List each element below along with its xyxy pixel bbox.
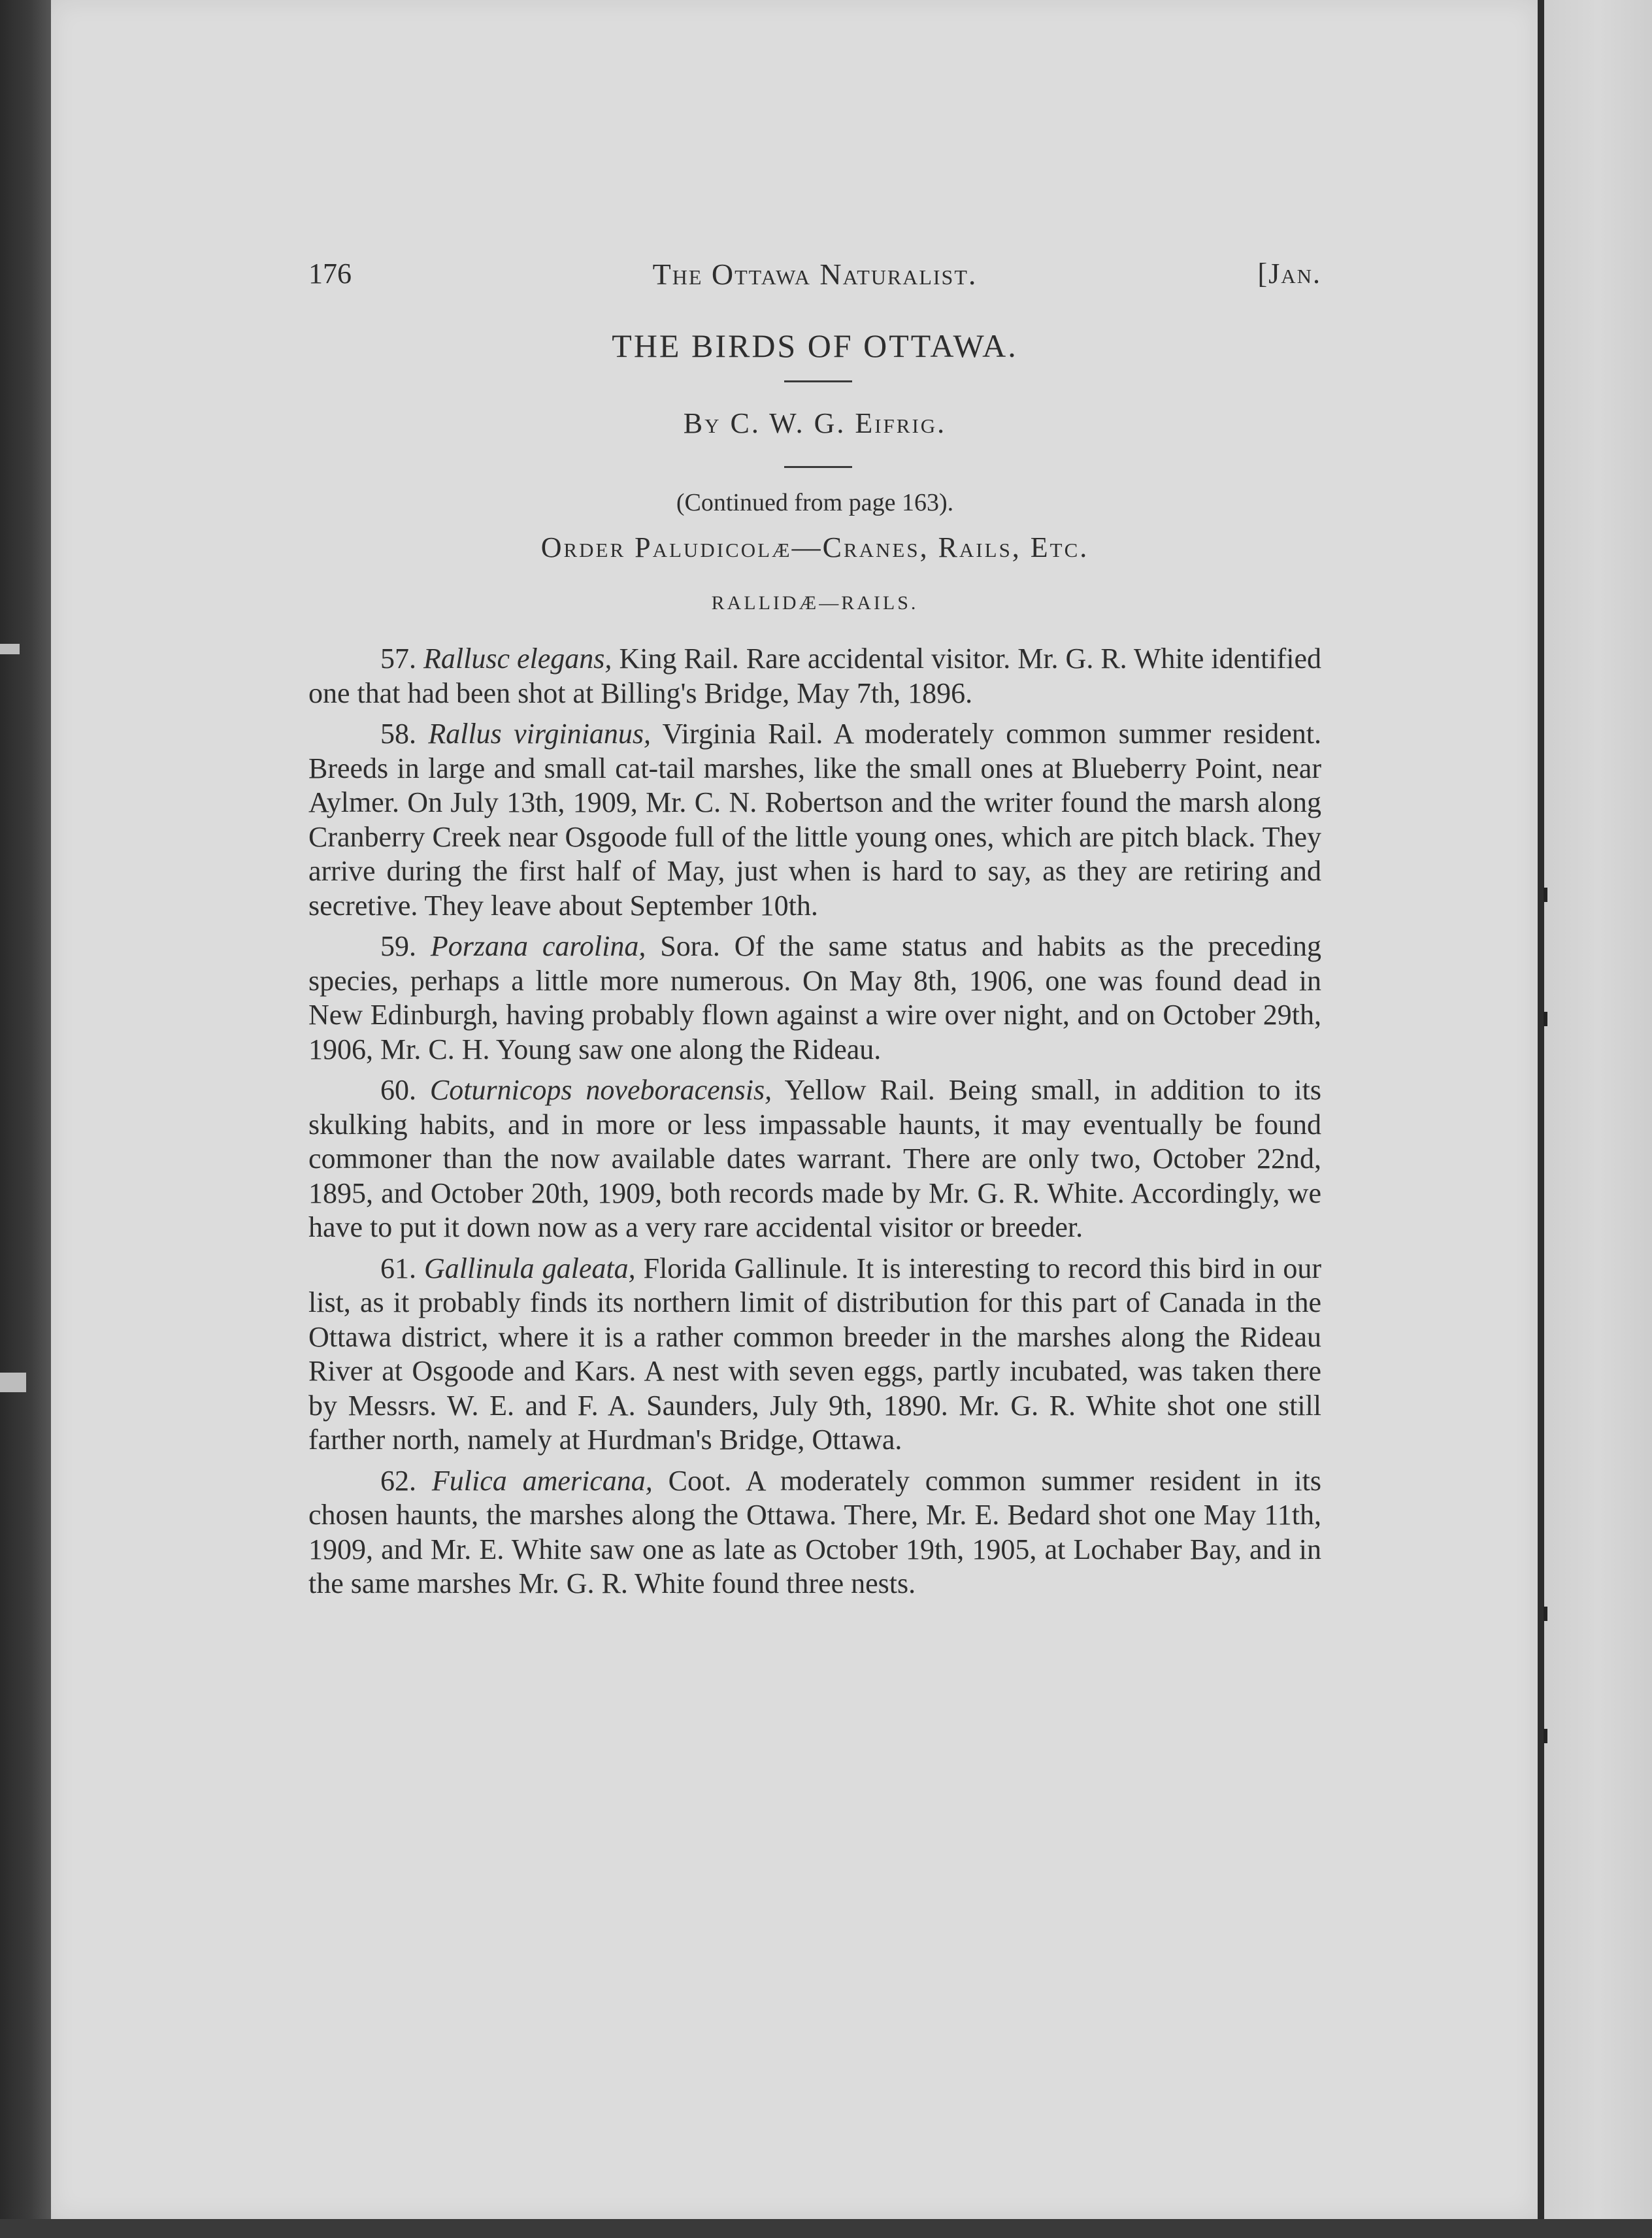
edge-tick xyxy=(1544,1729,1547,1743)
article-body xyxy=(308,642,1321,1608)
entry-text: King Rail. Rare accidental visitor. Mr. G. R. White identified one that had been shot at Billing's Bridge, May 7th, 1896. xyxy=(308,643,1322,709)
entry-number: 60. xyxy=(380,1074,416,1106)
order-heading: Order Paludicolæ—Cranes, Rails, Etc. xyxy=(540,531,1089,563)
entry-text: Virginia Rail. A moderately common summer resident. Breeds in large and small cat-tail marshes, like the small ones at Blueberry Point, near Aylmer. On July 13th, 1909, Mr. C. N. Robertson and the writer found the marsh along Cranberry Creek near Osgoode full of the little young ones, which are pitch black. They arrive during the first half of May, just when is hard to say, as they are retiring and secretive. They leave about September 10th. xyxy=(308,718,1322,922)
bottom-scan-margin xyxy=(0,2219,1652,2238)
running-title: The Ottawa Naturalist. xyxy=(652,258,978,291)
continued-note: (Continued from page 163). xyxy=(676,489,954,516)
entry-text: Yellow Rail. Being small, in addition to its skulking habits, and in more or less impassable haunts, it may eventually be found commoner than the now available dates warrant. There are only two, October 22nd, 1895, and October 20th, 1909, both records made by Mr. G. R. White. Accordingly, we have to put it down now as a very rare accidental visitor or breeder. xyxy=(308,1074,1321,1243)
species-name: Rallusc elegans, xyxy=(423,643,612,675)
title-rule xyxy=(784,380,852,382)
species-entry xyxy=(308,929,1321,1067)
left-edge-mark xyxy=(0,1373,26,1392)
family-heading: RALLIDÆ—RAILS. xyxy=(711,592,919,614)
entry-text: Florida Gallinule. It is interesting to record this bird in our list, as it probably finds its northern limit of distribution for this part of Canada in the Ottawa district, where it is a rather common breeder in the marshes along the Rideau River at Osgoode and Kars. A nest with seven eggs, partly incubated, was taken there by Messrs. W. E. and F. A. Saunders, July 9th, 1890. Mr. G. R. White shot one still farther north, namely at Hurdman's Bridge, Ottawa. xyxy=(308,1252,1322,1456)
species-entry xyxy=(308,717,1321,923)
species-entry xyxy=(308,1073,1321,1245)
entry-text: Coot. A moderately common summer resident in its chosen haunts, the marshes along the Ottawa. There, Mr. E. Bedard shot one May 11th, 1909, and Mr. E. White saw one as late as October 19th, 1905, at Lochaber Bay, and in the same marshes Mr. G. R. White found three nests. xyxy=(308,1464,1322,1599)
species-name: Rallus virginianus, xyxy=(428,718,651,750)
entry-number: 57. xyxy=(380,643,416,675)
species-entry xyxy=(308,1464,1321,1601)
right-scan-margin xyxy=(1544,0,1652,2238)
species-name: Fulica americana, xyxy=(431,1464,653,1497)
edge-tick xyxy=(1544,1012,1547,1026)
entry-number: 61. xyxy=(380,1252,416,1284)
entry-number: 58. xyxy=(380,718,416,750)
edge-tick xyxy=(1544,1607,1547,1621)
entry-text: Sora. Of the same status and habits as the preceding species, perhaps a little more numerous. On May 8th, 1906, one was found dead in New Edinburgh, having probably flown against a wire over night, and on October 29th, 1906, Mr. C. H. Young saw one along the Rideau. xyxy=(308,930,1322,1065)
article-title: THE BIRDS OF OTTAWA. xyxy=(612,327,1018,364)
species-name: Porzana carolina, xyxy=(430,930,646,962)
page-number: 176 xyxy=(308,258,352,290)
species-entry xyxy=(308,1252,1321,1458)
species-entry xyxy=(308,642,1321,710)
entry-number: 59. xyxy=(380,930,416,962)
species-name: Coturnicops noveboracensis, xyxy=(429,1074,772,1106)
left-scan-margin xyxy=(0,0,51,2238)
article-byline: By C. W. G. Eifrig. xyxy=(683,407,947,439)
running-header xyxy=(308,257,1321,296)
entry-number: 62. xyxy=(380,1464,416,1497)
binding-line xyxy=(1538,0,1544,2238)
running-date: [Jan. xyxy=(1257,258,1321,290)
species-name: Gallinula galeata, xyxy=(423,1252,636,1284)
edge-tick xyxy=(1544,888,1547,902)
left-edge-mark xyxy=(0,644,20,654)
byline-rule xyxy=(784,466,852,468)
